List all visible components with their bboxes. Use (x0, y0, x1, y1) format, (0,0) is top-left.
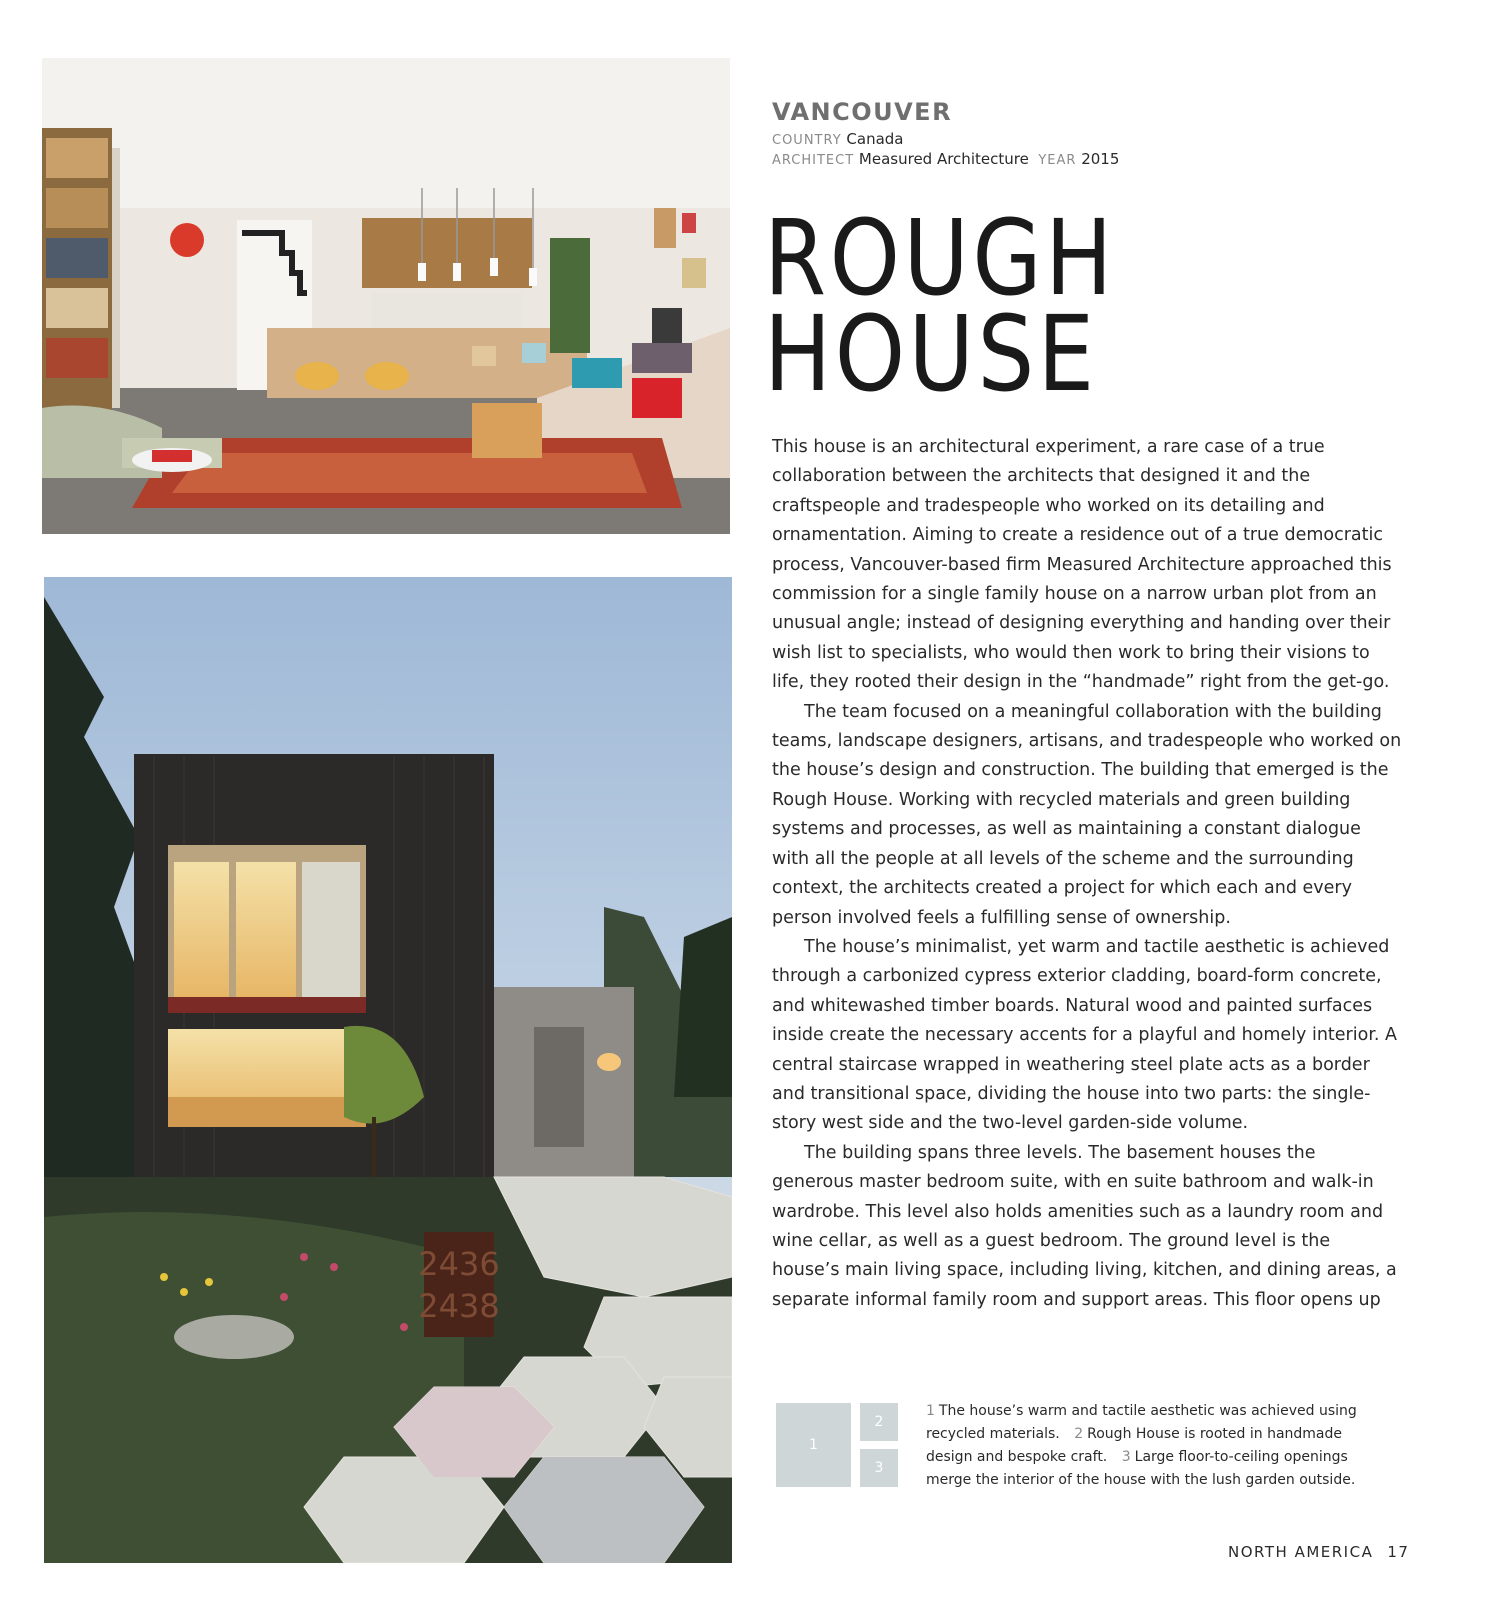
caption-text: Large floor-to-ceiling openings merge the interior of the house with the lush garden outside. (926, 1449, 1356, 1488)
paragraph: The team focused on a meaningful collaboration with the building teams, landscape designers, artisans, and tradespeople who worked on the house’s design and construction. The building that emerged is the Rough House. Working with recycled materials and green building systems and processes, as well as maintaining a constant dialogue with all the people at all levels of the scheme and the surrounding context, the architects created a project for which each and every person involved feels a fulfilling sense of ownership. (772, 701, 1402, 928)
caption-text: The house’s warm and tactile aesthetic was achieved using recycled materials. (926, 1403, 1357, 1442)
page-title (764, 197, 1173, 415)
house-number-line1: 2436 (418, 1245, 500, 1283)
paragraph: The building spans three levels. The basement houses the generous master bedroom suite, with en suite bathroom and walk-in wardrobe. This level also holds amenities such as a laundry room and wine cellar, as well as a guest bedroom. The ground level is the house’s main living space, including living, kitchen, and dining areas, a separate informal family room and support areas. This floor opens up (772, 1142, 1397, 1310)
photo-keymap (776, 1403, 898, 1487)
title-line-2: HOUSE (764, 293, 1098, 415)
architect-value: Measured Architecture (858, 150, 1029, 168)
page-footer (1228, 1543, 1409, 1561)
city-name: VANCOUVER (772, 98, 953, 126)
house-number-line2: 2438 (418, 1287, 500, 1325)
year-label: YEAR (1038, 153, 1077, 168)
title-line-1: ROUGH (764, 197, 1116, 319)
section-name: NORTH AMERICA (1228, 1543, 1374, 1561)
paragraph: This house is an architectural experiment, a rare case of a true collaboration between the architects that designed it and the craftspeople and tradespeople who worked on its detailing and ornamentation. Aiming to create a residence out of a true democratic process, Vancouver-based firm Measured Architecture approached this commission for a single family house on a narrow urban plot from an unusual angle; instead of designing everything and handing over their wish list to specialists, who would then work to bring their visions to life, they rooted their design in the “handmade” right from the get-go. (772, 437, 1392, 693)
country-value: Canada (846, 130, 904, 148)
page-number: 17 (1387, 1543, 1410, 1561)
paragraph: The house’s minimalist, yet warm and tactile aesthetic is achieved through a carbonized cypress exterior cladding, board-form concrete, and whitewashed timber boards. Natural wood and painted surfaces inside create the necessary accents for a playful and homely interior. A central staircase wrapped in weathering steel plate acts as a border and transitional space, dividing the house into two parts: the single-story west side and the two-level garden-side volume. (772, 936, 1398, 1134)
country-label: COUNTRY (772, 133, 842, 148)
caption-number: 3 (1121, 1449, 1131, 1465)
year-value: 2015 (1081, 150, 1120, 168)
caption-text: Rough House is rooted in handmade design and bespoke craft. (926, 1426, 1343, 1465)
architect-line (772, 150, 1119, 168)
caption-number: 1 (926, 1403, 935, 1419)
article-body (772, 433, 1402, 1315)
architect-label: ARCHITECT (772, 153, 855, 168)
country-line (772, 130, 1119, 148)
caption-number: 2 (1074, 1426, 1084, 1442)
exterior-photo (44, 577, 732, 1563)
keymap-cell-2: 2 (860, 1403, 898, 1441)
keymap-cell-1: 1 (776, 1403, 851, 1487)
project-meta (772, 98, 1119, 170)
photo-captions (926, 1400, 1386, 1492)
interior-photo (42, 58, 730, 534)
keymap-cell-3: 3 (860, 1449, 898, 1487)
